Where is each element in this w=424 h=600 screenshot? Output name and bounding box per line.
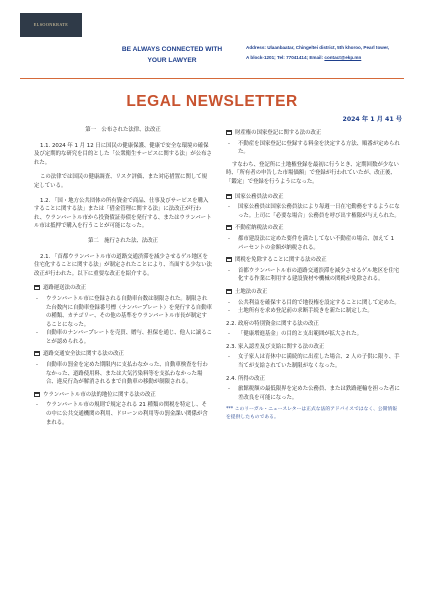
email-link[interactable]: contact@ekp.mn	[324, 55, 362, 60]
right-column	[226, 126, 400, 422]
building-icon	[226, 130, 232, 135]
list-property-tax	[226, 235, 400, 252]
list-road-safety	[34, 361, 212, 387]
paragraph-1-1b: この法律では国民の健康調査、リスク評価、また対応措置に関して規定している。	[34, 174, 208, 189]
list-customs	[226, 267, 400, 284]
section-civil-service: 国家公務員法の改正	[226, 193, 400, 202]
section-road-safety: 道路交通安全法に関する法の改正	[34, 350, 212, 359]
list-item: - 公共利益を確保する目的で地役権を設定することに関して定めた。	[226, 299, 400, 308]
section-customs: 関税を免除することに関する法の改正	[226, 256, 400, 265]
list-item: - 首都ウランバートル市の道路交通渋滞を減少させるゲル地区を住宅化する作業に利用する建設資材や機械の関税が免除される。	[226, 267, 400, 284]
building-icon	[34, 285, 40, 290]
header-divider	[20, 78, 404, 79]
list-item: - 女子家人は育休中に満続的に出産した場合、2 人の子供に限り、手当てが支給されていた制限がなくなった。	[226, 353, 400, 370]
list-item: - 国家公務員は国家公務員法により毎週一日在宅勤務をするようになった。上司に「必要な場合」公務員を呼び出す権限が与えられた。	[226, 203, 400, 220]
list-item: - 自動車の罰金を定めた期限内に支払わなかった、自動車検査を行わなかった、道路使用料、または大気汚染料等を支払わなかった場合、違反行為が解消されるまで自動車の移動が制限される。	[34, 361, 212, 387]
section-property-tax: 不動産納税法の改正	[226, 224, 400, 233]
list-item: - ウランバートル市の規則で規定される 21 種類の関税を特定し、その中に公共交通機関の利用、ドローンの利用等の罰金課い関係が含まれる。	[34, 401, 212, 427]
list-item: - ウランバートル市に登録される自動車台数は制限された。制限された台数内に自動車登録番号標（ナンバープレート）を発行する自動車の種類、カテゴリー、その他の基準をウランバートル市長が制定することになった。	[34, 295, 212, 329]
section-2-4: 2.4. 所得の改正	[226, 375, 265, 382]
list-civil-service	[226, 203, 400, 220]
list-item: - 旅館税額の最低限界を定めた公務員、または鉄路運輸を担った者に差改良を可能になった。	[226, 385, 400, 402]
firm-logo: ELSOONKRATE	[20, 13, 82, 37]
address-block: Address: Ulaanbaatar, Chingeltei district, 5th khoroo, Pearl tower, A block-1201; Tel: 77041414; Email: contact@ekp.mn	[246, 45, 390, 60]
section-land-law: 土地法の改正	[226, 288, 400, 297]
issue-number: 2024 年 1 月 41 号	[342, 116, 402, 123]
paragraph-2-1: 2.1. 「首都ウランバートル市の道路交通渋滞を減少させるゲル地区を住宅化することに関する法」が制定されたことにより、当面する少ない法改正が行われた。以下に重要な改正を紹介する。	[34, 253, 212, 277]
building-icon	[226, 225, 232, 230]
list-road-transport	[34, 295, 212, 347]
list-land-law	[226, 299, 400, 316]
disclaimer-note: *** このリーガル・ニュースレターは正式な法的アドバイスではなく、公開情報を提供したものである。	[226, 407, 398, 421]
building-icon	[34, 351, 40, 356]
section-property-registration: 財産権の国家登記に関する法の改正	[226, 129, 400, 138]
list-item: - 都市建設法に定めた要件を満たしてない不動産の場合、加えて 1 パーセントの金額が納税される。	[226, 235, 400, 252]
list-item: - 土地所有を求め登記前の求断手続きを新たに制定した。	[226, 307, 400, 316]
left-column	[34, 126, 212, 431]
section-2-2: 2.2. 政府の特別資金に関する法の改正	[226, 320, 319, 327]
part2-heading: 第二 施行された法、法改正	[87, 237, 159, 244]
list-item: - 自動車のナンバープレートを売買、贈与、担保を通じ、他人に譲ることが認められる。	[34, 329, 212, 346]
building-icon	[226, 289, 232, 294]
building-icon	[226, 194, 232, 199]
list-property-registration	[226, 140, 400, 157]
list-ub-status	[34, 401, 212, 427]
section-2-3: 2.3. 家入認差及び支給に関する法の改正	[226, 343, 325, 350]
list-2-4	[226, 385, 400, 402]
newsletter-title: LEGAL NEWSLETTER	[126, 93, 298, 110]
part1-heading: 第一 公布された法律、法改正	[85, 127, 161, 133]
list-item: - 不動産を国家登記に登録する料金を決定する方法、順番が定められた。	[226, 140, 400, 157]
list-2-2	[226, 330, 400, 339]
building-icon	[34, 392, 40, 397]
paragraph-1-1: 1.1. 2024 年 1 月 12 日に国民の健康保護、健康で安全な環境の確保及び定期的な研究を目的とした「公衆衛生サービスに関する法」が公布された。	[34, 142, 212, 166]
tagline: BE ALWAYS CONNECTED WITH YOUR LAWYER	[121, 46, 223, 64]
list-2-3	[226, 353, 400, 370]
section-ub-status: ウランバートル市の法的地位に関する法の改正	[34, 391, 212, 400]
paragraph-1-2: 1.2. 「国・地方公共団体の所有資金で商品、仕事及びサービスを購入することに関する法」または「借金管理に関する法」に法改正が行われ、ウランバートル市から投資債証券債を発行する、またはウランバートル市は抵押で購入を行うことが可能になった。	[34, 197, 212, 230]
paragraph-property: すなわち、登記所に土地権登録を最初に行うとき、定期回数が少ない時、「所有者の申告した市場価額」で登録が行われていたが、改正後、「鑑定」で登録を行うようになった。	[226, 161, 399, 185]
list-item: - 「健康増進基金」の目的と支出範囲が拡大された。	[226, 330, 400, 339]
building-icon	[226, 257, 232, 262]
section-road-transport: 道路運送法の改正	[34, 284, 212, 293]
